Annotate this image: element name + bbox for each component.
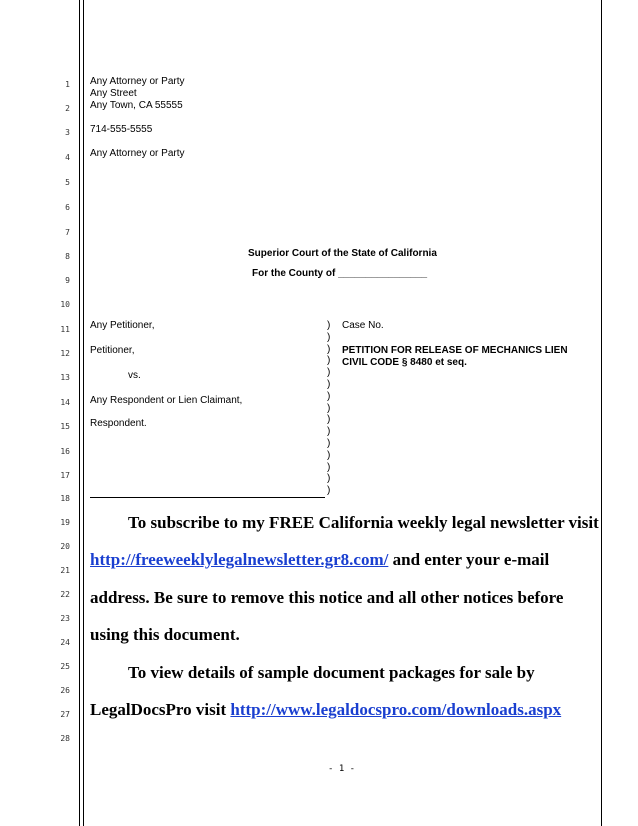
line-number: 17 xyxy=(60,471,70,480)
caption-underline xyxy=(90,497,325,498)
caption-paren: ) xyxy=(327,367,331,379)
line-number: 13 xyxy=(60,373,70,382)
caption-paren: ) xyxy=(327,355,331,367)
attorney-for: Any Attorney or Party xyxy=(90,148,185,159)
line-number: 18 xyxy=(60,494,70,503)
line-number: 9 xyxy=(65,276,70,285)
caption-paren: ) xyxy=(327,414,331,426)
line-number: 26 xyxy=(60,686,70,695)
caption-paren: ) xyxy=(327,379,331,390)
petitioner-role: Petitioner, xyxy=(90,345,135,356)
newsletter-link[interactable]: http://freeweeklylegalnewsletter.gr8.com/ xyxy=(90,550,389,569)
notice-line-2 xyxy=(90,550,549,570)
line-number: 11 xyxy=(60,325,70,334)
attorney-phone: 714-555-5555 xyxy=(90,124,153,135)
right-margin-rule xyxy=(601,0,602,826)
page-number: - 1 - xyxy=(328,764,356,774)
notice-line-2-rest: and enter your e-mail xyxy=(388,550,550,569)
caption-paren: ) xyxy=(327,485,331,497)
line-number: 25 xyxy=(60,662,70,671)
line-number: 3 xyxy=(65,128,70,137)
caption-paren: ) xyxy=(327,449,331,461)
caption-paren: ) xyxy=(327,473,331,485)
document-title: PETITION FOR RELEASE OF MECHANICS LIEN xyxy=(342,345,568,356)
line-number: 4 xyxy=(65,153,70,162)
caption-paren: ) xyxy=(327,402,331,414)
line-number: 2 xyxy=(65,104,70,113)
document-title-code: CIVIL CODE § 8480 et seq. xyxy=(342,357,467,368)
court-county: For the County of ________________ xyxy=(252,268,428,279)
line-number: 27 xyxy=(60,710,70,719)
line-number: 23 xyxy=(60,614,70,623)
left-margin-rule-outer xyxy=(79,0,80,826)
line-number: 8 xyxy=(65,252,70,261)
attorney-name: Any Attorney or Party xyxy=(90,76,185,87)
attorney-city: Any Town, CA 55555 xyxy=(90,100,183,111)
line-number: 16 xyxy=(60,447,70,456)
attorney-street: Any Street xyxy=(90,88,137,99)
packages-line-2-start: LegalDocsPro visit xyxy=(90,700,231,719)
line-number: 15 xyxy=(60,422,70,431)
caption-paren: ) xyxy=(327,390,331,402)
line-number: 5 xyxy=(65,178,70,187)
line-number: 21 xyxy=(60,566,70,575)
left-margin-rule-inner xyxy=(83,0,84,826)
versus: vs. xyxy=(128,370,141,381)
caption-paren: ) xyxy=(327,438,331,449)
legaldocspro-link[interactable]: http://www.legaldocspro.com/downloads.aspx xyxy=(230,700,562,719)
caption-paren: ) xyxy=(327,426,331,438)
line-number: 22 xyxy=(60,590,70,599)
packages-line-1: To view details of sample document packages for sale by xyxy=(128,663,535,682)
notice-line-4: using this document. xyxy=(90,625,240,644)
line-number: 20 xyxy=(60,542,70,551)
notice-line-3: address. Be sure to remove this notice and all other notices before xyxy=(90,588,564,607)
packages-line-2 xyxy=(90,700,561,720)
case-number-label: Case No. xyxy=(342,320,384,331)
line-number: 6 xyxy=(65,203,70,212)
court-name: Superior Court of the State of California xyxy=(248,248,437,259)
line-number: 19 xyxy=(60,518,70,527)
caption-paren: ) xyxy=(327,320,331,331)
line-number: 7 xyxy=(65,228,70,237)
caption-paren: ) xyxy=(327,343,331,355)
line-number: 1 xyxy=(65,80,70,89)
line-number: 14 xyxy=(60,398,70,407)
respondent-name: Any Respondent or Lien Claimant, xyxy=(90,395,243,406)
line-number: 24 xyxy=(60,638,70,647)
line-number: 10 xyxy=(60,300,70,309)
line-number: 12 xyxy=(60,349,70,358)
caption-paren: ) xyxy=(327,331,331,343)
respondent-role: Respondent. xyxy=(90,418,147,429)
line-number: 28 xyxy=(60,734,70,743)
caption-paren: ) xyxy=(327,461,331,473)
notice-line-1: To subscribe to my FREE California weekly legal newsletter visit xyxy=(128,513,599,532)
petitioner-name: Any Petitioner, xyxy=(90,320,155,331)
